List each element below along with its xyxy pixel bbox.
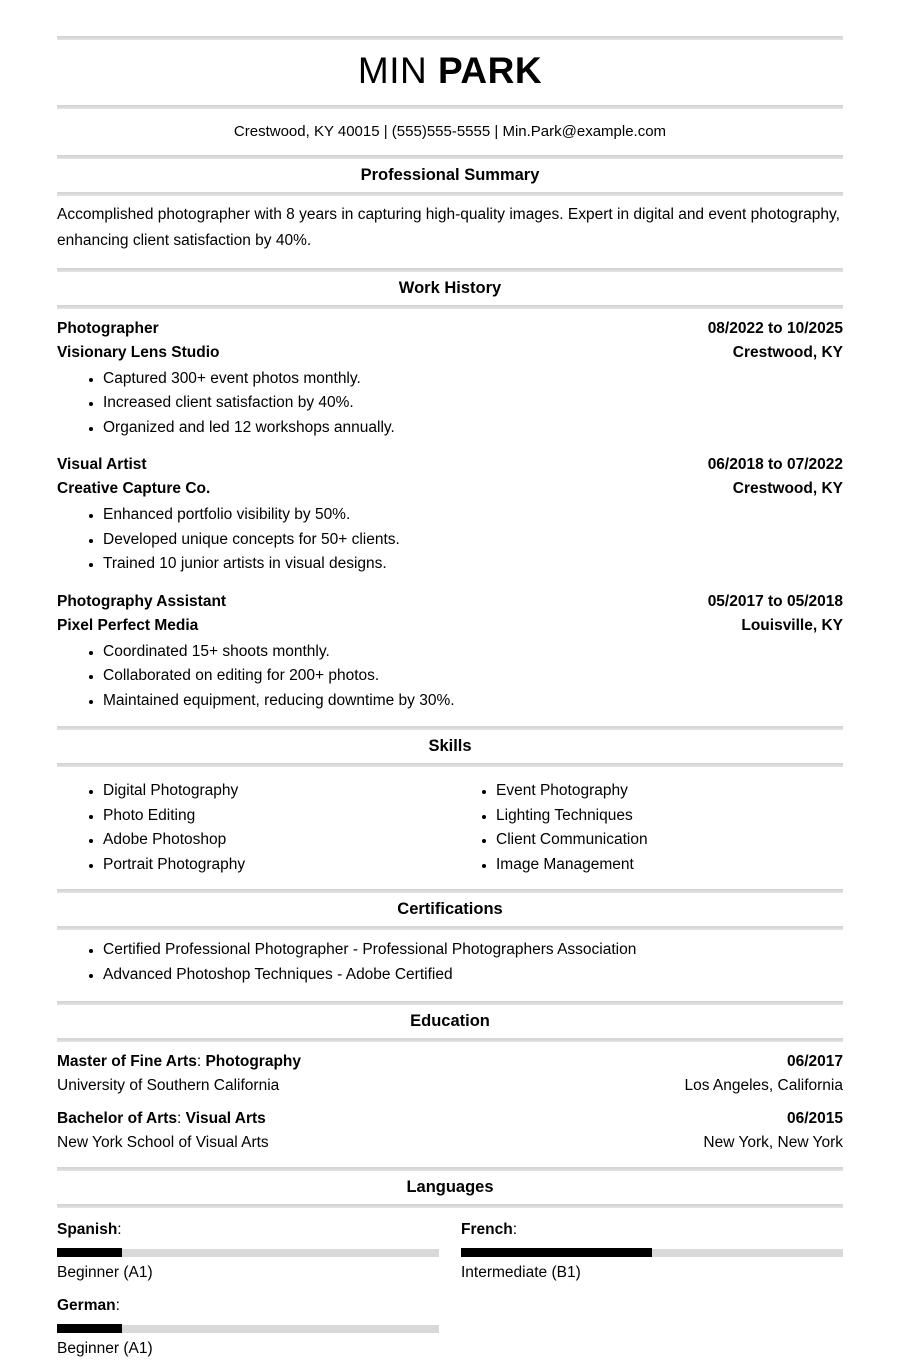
job-company: Pixel Perfect Media <box>57 616 199 634</box>
divider-rule <box>57 1167 843 1171</box>
divider-rule <box>57 1001 843 1005</box>
section-title-skills: Skills <box>428 737 472 756</box>
language-bar-fill <box>461 1248 652 1257</box>
job-subheader-row <box>57 614 843 638</box>
language-item <box>461 1220 843 1284</box>
language-name: German <box>57 1297 116 1314</box>
skills-body <box>57 777 843 877</box>
skill-item: • Photo Editing <box>103 804 450 828</box>
divider-rule <box>57 155 843 159</box>
last-name: PARK <box>438 50 543 91</box>
divider-rule <box>57 889 843 893</box>
language-level: Beginner (A1) <box>57 1340 153 1358</box>
education-header-row <box>57 1050 843 1074</box>
language-bar-track <box>57 1325 439 1333</box>
divider-rule <box>57 192 843 196</box>
education-header-row <box>57 1107 843 1131</box>
summary-text: Accomplished photographer with 8 years in capturing high-quality images. Expert in digital and event photography, enhancing client satisfaction by 40%. <box>57 205 840 249</box>
job-role: Visual Artist <box>57 456 147 474</box>
education-date: 06/2017 <box>786 1053 843 1071</box>
job-location: Louisville, KY <box>741 616 843 634</box>
language-level: Intermediate (B1) <box>461 1264 581 1282</box>
name-heading <box>57 51 843 92</box>
certifications-body <box>57 938 843 987</box>
job-bullet: • Collaborated on editing for 200+ photos. <box>103 664 843 688</box>
education-date: 06/2015 <box>786 1110 843 1128</box>
language-name-line <box>461 1220 843 1240</box>
language-bar-track <box>57 1249 439 1257</box>
job-bullet: • Captured 300+ event photos monthly. <box>103 367 843 391</box>
divider-rule <box>57 1204 843 1208</box>
job-location: Crestwood, KY <box>732 343 843 361</box>
job-entry <box>57 317 843 440</box>
job-bullet: • Trained 10 junior artists in visual designs. <box>103 552 843 576</box>
skill-item: • Digital Photography <box>103 779 450 803</box>
job-role: Photography Assistant <box>57 592 227 610</box>
divider-rule <box>57 763 843 767</box>
education-subheader-row <box>57 1074 843 1098</box>
job-bullet: • Enhanced portfolio visibility by 50%. <box>103 503 843 527</box>
job-bullet: • Increased client satisfaction by 40%. <box>103 391 843 415</box>
language-bar-track <box>461 1249 843 1257</box>
school-name: University of Southern California <box>57 1077 280 1095</box>
language-bar-fill <box>57 1324 122 1333</box>
job-bullet-list <box>57 640 843 713</box>
skill-item: • Lighting Techniques <box>496 804 843 828</box>
job-company: Creative Capture Co. <box>57 480 211 498</box>
job-dates: 06/2018 to 07/2022 <box>707 456 843 474</box>
job-entry <box>57 590 843 713</box>
job-bullet: • Coordinated 15+ shoots monthly. <box>103 640 843 664</box>
skills-list-right <box>450 779 843 877</box>
job-header-row <box>57 453 843 477</box>
language-bar-fill <box>57 1248 122 1257</box>
degree-name: Bachelor of Arts <box>57 1110 178 1128</box>
job-bullet: • Maintained equipment, reducing downtime by 30%. <box>103 689 843 713</box>
divider-rule <box>57 726 843 730</box>
education-body <box>57 1050 843 1155</box>
skills-list-left <box>57 779 450 877</box>
language-level: Beginner (A1) <box>57 1264 153 1282</box>
job-bullet: • Developed unique concepts for 50+ clients. <box>103 528 843 552</box>
language-item <box>57 1296 439 1360</box>
language-colon: : <box>117 1221 122 1239</box>
section-title-summary: Professional Summary <box>360 165 540 184</box>
divider-rule <box>57 926 843 930</box>
job-header-row <box>57 590 843 614</box>
job-dates: 08/2022 to 10/2025 <box>707 319 843 337</box>
job-subheader-row <box>57 477 843 501</box>
education-location: New York, New York <box>703 1134 843 1152</box>
language-colon: : <box>115 1297 120 1314</box>
skill-item: • Client Communication <box>496 828 843 852</box>
degree-name: Master of Fine Arts <box>57 1053 197 1071</box>
language-item <box>57 1220 439 1284</box>
skill-item: • Image Management <box>496 853 843 877</box>
job-role: Photographer <box>57 319 159 337</box>
degree-colon: : <box>196 1053 206 1071</box>
job-bullet-list <box>57 503 843 576</box>
job-subheader-row <box>57 341 843 365</box>
certification-item: • Advanced Photoshop Techniques - Adobe Certified <box>103 963 843 987</box>
language-name: French <box>461 1221 513 1239</box>
certifications-list <box>57 938 843 987</box>
language-name-line <box>57 1220 439 1240</box>
divider-rule <box>57 36 843 40</box>
degree-colon: : <box>177 1110 186 1128</box>
job-header-row <box>57 317 843 341</box>
certification-item: • Certified Professional Photographer - Professional Photographers Association <box>103 938 843 962</box>
divider-rule <box>57 268 843 272</box>
section-title-certifications: Certifications <box>397 900 503 919</box>
job-entry <box>57 453 843 576</box>
degree-field: Photography <box>205 1053 302 1071</box>
education-subheader-row <box>57 1131 843 1155</box>
languages-body <box>57 1220 843 1360</box>
skill-item: • Portrait Photography <box>103 853 450 877</box>
section-title-education: Education <box>410 1012 490 1031</box>
education-entry <box>57 1107 843 1155</box>
language-name: Spanish <box>57 1221 118 1239</box>
skill-item: • Event Photography <box>496 779 843 803</box>
degree-line <box>57 1050 301 1074</box>
skill-item: • Adobe Photoshop <box>103 828 450 852</box>
degree-line <box>57 1107 266 1131</box>
divider-rule <box>57 1038 843 1042</box>
education-location: Los Angeles, California <box>684 1077 843 1095</box>
education-entry <box>57 1050 843 1098</box>
first-name: MIN <box>357 50 428 91</box>
divider-rule <box>57 305 843 309</box>
section-title-languages: Languages <box>406 1178 494 1197</box>
school-name: New York School of Visual Arts <box>57 1134 269 1152</box>
job-bullet-list <box>57 367 843 440</box>
divider-rule <box>57 105 843 109</box>
contact-line: Crestwood, KY 40015 | (555)555-5555 | Min.Park@example.com <box>233 122 667 140</box>
job-location: Crestwood, KY <box>732 480 843 498</box>
language-colon: : <box>512 1221 517 1239</box>
section-title-work-history: Work History <box>398 278 502 297</box>
job-dates: 05/2017 to 05/2018 <box>707 592 843 610</box>
language-name-line <box>57 1296 439 1316</box>
job-company: Visionary Lens Studio <box>57 343 220 361</box>
job-bullet: • Organized and led 12 workshops annually. <box>103 416 843 440</box>
work-history-body <box>57 317 843 713</box>
degree-field: Visual Arts <box>185 1110 266 1128</box>
